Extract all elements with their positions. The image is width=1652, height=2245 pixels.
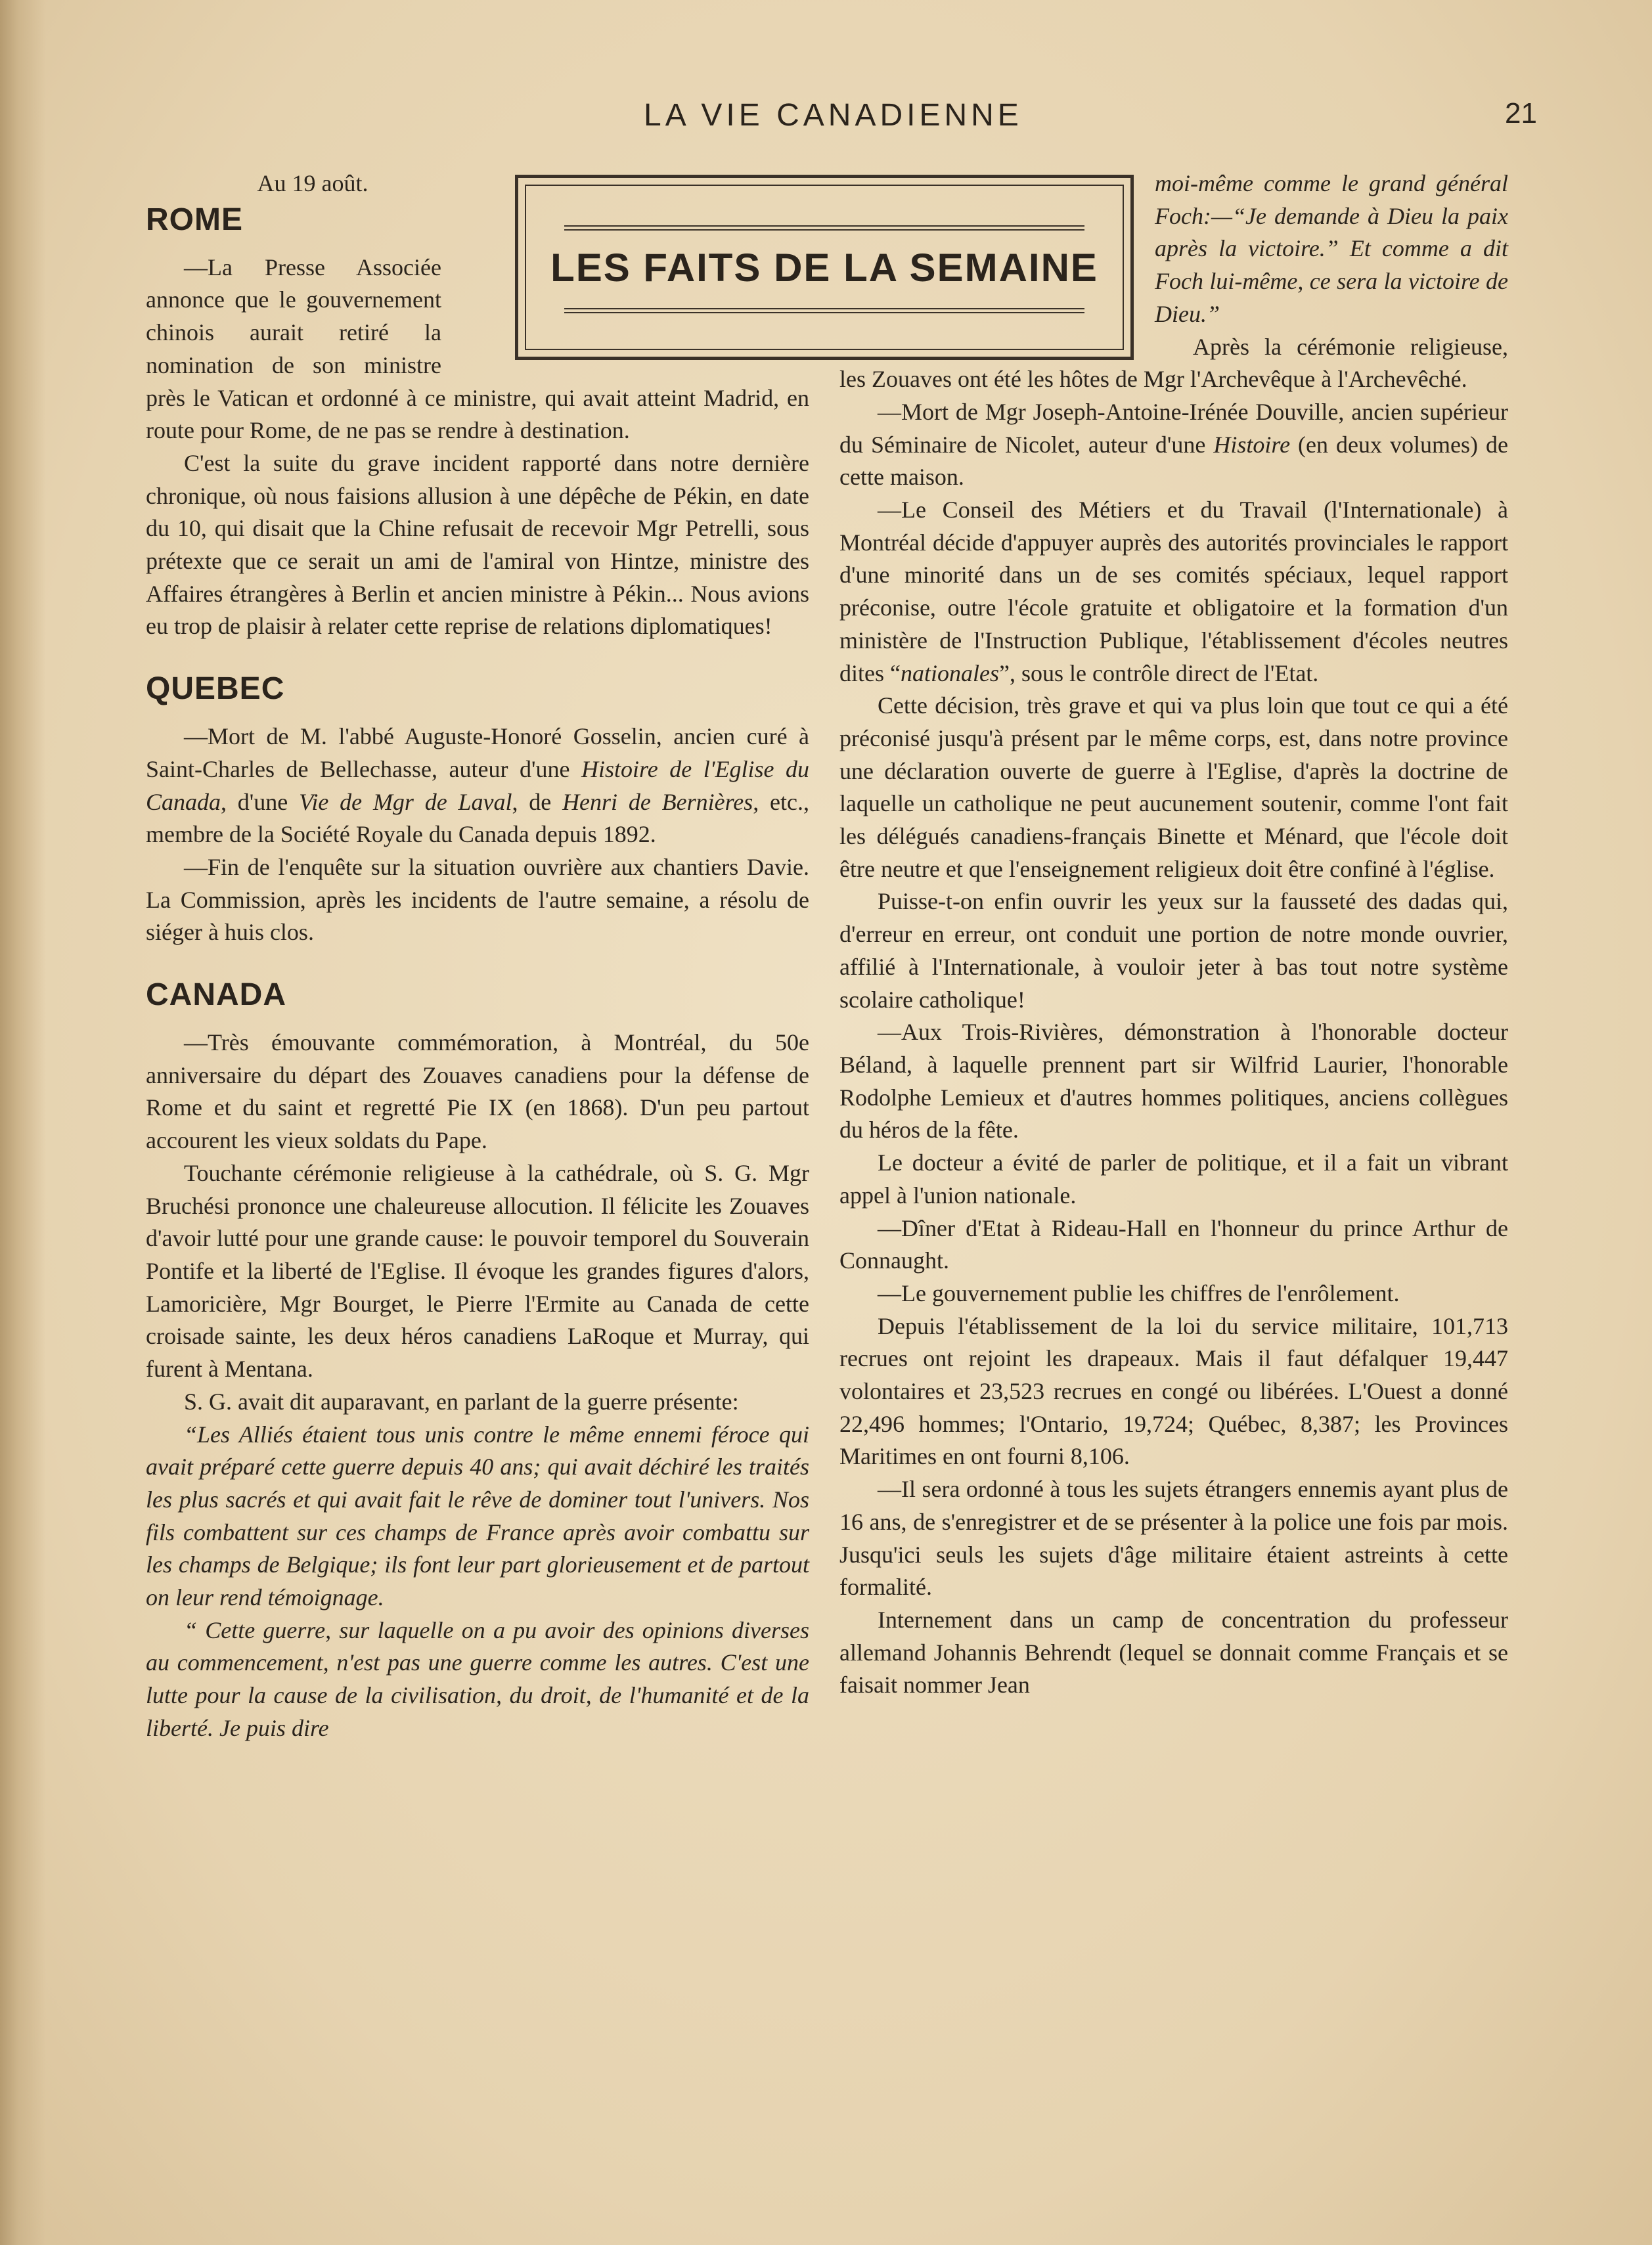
right-paragraph-9: Internement dans un camp de concentration du professeur allemand Johannis Behrendt (lequel se donnait comme Français et se faisait nommer Jean [839,1606,1508,1699]
running-title: LA VIE CANADIENNE [644,98,1023,133]
right-paragraph-6: —Le gouvernement publie les chiffres de l'enrôlement. [878,1279,1400,1306]
binding-shadow [0,0,46,2245]
right-paragraph-8: —Il sera ordonné à tous les sujets étrangers ennemis ayant plus de 16 ans, de s'enregistrer et de se présenter à la police une fois par mois. Jusqu'ici seuls les sujets d'âge militaire étaient astreints à cette formalité. [839,1476,1508,1601]
quebec-paragraph-2: —Fin de l'enquête sur la situation ouvrière aux chantiers Davie. La Commission, après les incidents de l'autre semaine, a résolu de siéger à huis clos. [146,853,809,946]
right-paragraph-1: Cette décision, très grave et qui va plus loin que tout ce qui a été préconisé jusqu'à présent par le même corps, est, dans notre province une déclaration ouverte de guerre à l'Eglise, d'après la doctrine de laquelle un catholique ne peut aucunement soutenir, comme l'ont fait les délégués canadiens-français Binette et Ménard, que l'école doit être neutre et que l'enseignement religieux doit être confiné à l'église. [839,692,1508,882]
title-box-spacer-right [839,167,1155,358]
quebec-paragraph-1: —Mort de M. l'abbé Auguste-Honoré Gosselin, ancien curé à Saint-Charles de Bellechasse, auteur d'une Histoire de l'Eglise du Canada, d'une Vie de Mgr de Laval, de Henri de Bernières, etc., membre de la Société Royale du Canada depuis 1892. [146,723,810,848]
rome-paragraph-1: —La Presse Associée annonce que le gouvernement chinois aurait retiré la nomination de son ministre près le Vatican et ordonné à ce ministre, qui avait atteint Madrid, en route pour Rome, de ne pas se rendre à destination. [146,254,809,444]
right-paragraph-4: Le docteur a évité de parler de politique, et il a fait un vibrant appel à l'union nationale. [839,1149,1508,1209]
heading-quebec: QUEBEC [146,671,285,707]
heading-canada: CANADA [146,977,286,1013]
right-paragraph-5: —Dîner d'Etat à Rideau-Hall en l'honneur du prince Arthur de Connaught. [839,1214,1508,1274]
right-paragraph-2: Puisse-t-on enfin ouvrir les yeux sur la fausseté des dadas qui, d'erreur en erreur, ont conduit une portion de notre monde ouvrier, affilié à l'Internationale, à vouloir jeter à bas tout notre système scolaire catholique! [839,888,1508,1013]
dateline: Au 19 août. [257,170,368,196]
rome-paragraph-2: C'est la suite du grave incident rapporté dans notre dernière chronique, où nous faisions allusion à une dépêche de Pékin, en date du 10, qui disait que la Chine refusait de recevoir Mgr Petrelli, sous prétexte que ce serait un ami de l'amiral von Hintze, ministre des Affaires étrangères à Berlin et ancien ministre à Pékin... Nous avions eu trop de plaisir à relater cette reprise de relations diplomatiques! [146,449,809,640]
right-paragraph-douville: —Mort de Mgr Joseph-Antoine-Irénée Douville, ancien supérieur du Séminaire de Nicolet, auteur d'une Histoire (en deux volumes) de cette maison. [839,398,1508,491]
canada-quote-1: “Les Alliés étaient tous unis contre le même ennemi féroce qui avait préparé cette guerre depuis 40 ans; qui avait déchiré les traités les plus sacrés et qui avait fait le rêve de dominer tout l'univers. Nos fils combattent sur ces champs de France après avoir combattu sur les champs de Belgique; ils font leur part glorieusement et de partout on leur rend témoignage. [146,1421,809,1611]
title-box-spacer [441,167,809,378]
page-header [145,97,1537,150]
right-paragraph-conseil: —Le Conseil des Métiers et du Travail (l'Internationale) à Montréal décide d'appuyer auprès des autorités provinciales le rapport d'une minorité dans un de ses comités spéciaux, lequel rapport préconise, outre l'école gratuite et obligatoire et la formation d'un ministère de l'Instruction Publique, l'établissement d'écoles neutres dites “nationales”, sous le contrôle direct de l'Etat. [839,497,1508,686]
right-paragraph-7: Depuis l'établissement de la loi du service militaire, 101,713 recrues ont rejoint les drapeaux. Mais il faut défalquer 19,447 volontaires et 23,523 recrues en congé ou libérées. L'Ouest a donné 22,496 hommes; l'Ontario, 19,724; Québec, 8,387; les Provinces Maritimes en ont fourni 8,106. [839,1312,1508,1470]
heading-rome: ROME [146,202,243,237]
right-paragraph-ceremony: Après la cérémonie religieuse, les Zouaves ont été les hôtes de Mgr l'Archevêque à l'Archevêché. [839,333,1508,393]
right-column [839,167,1508,1702]
left-column [146,167,809,1745]
canada-paragraph-3: S. G. avait dit auparavant, en parlant de la guerre présente: [184,1388,739,1415]
right-paragraph-3: —Aux Trois-Rivières, démonstration à l'honorable docteur Béland, à laquelle prennent part sir Wilfrid Laurier, l'honorable Rodolphe Lemieux et d'autres hommes politiques, anciens collègues du héros de la fête. [839,1019,1508,1144]
section-title: LES FAITS DE LA SEMAINE [550,246,1098,290]
page-number: 21 [1505,97,1537,129]
canada-quote-2: “ Cette guerre, sur laquelle on a pu avoir des opinions diverses au commencement, n'est pas une guerre comme les autres. C'est une lutte pour la cause de la civilisation, du droit, de l'humanité et de la liberté. Je puis dire [146,1616,809,1741]
canada-paragraph-2: Touchante cérémonie religieuse à la cathédrale, où S. G. Mgr Bruchési prononce une chaleureuse allocution. Il félicite les Zouaves d'avoir lutté pour une grande cause: le pouvoir temporel du Souverain Pontife et la liberté de l'Eglise. Il évoque les grandes figures d'alors, Lamoricière, Mgr Bourget, le Pierre l'Ermite au Canada de cette croisade sainte, les deux héros canadiens LaRoque et Murray, qui furent à Mentana. [146,1159,809,1383]
canada-paragraph-1: —Très émouvante commémoration, à Montréal, du 50e anniversaire du départ des Zouaves canadiens pour la défense de Rome et du saint et regretté Pie IX (en 1868). D'un peu partout accourent les vieux soldats du Pape. [146,1029,809,1154]
quote-continuation: moi-même comme le grand général Foch:—“Je demande à Dieu la paix après la victoire.” Et comme a dit Foch lui-même, ce sera la victoire de Dieu.” [1155,170,1508,327]
